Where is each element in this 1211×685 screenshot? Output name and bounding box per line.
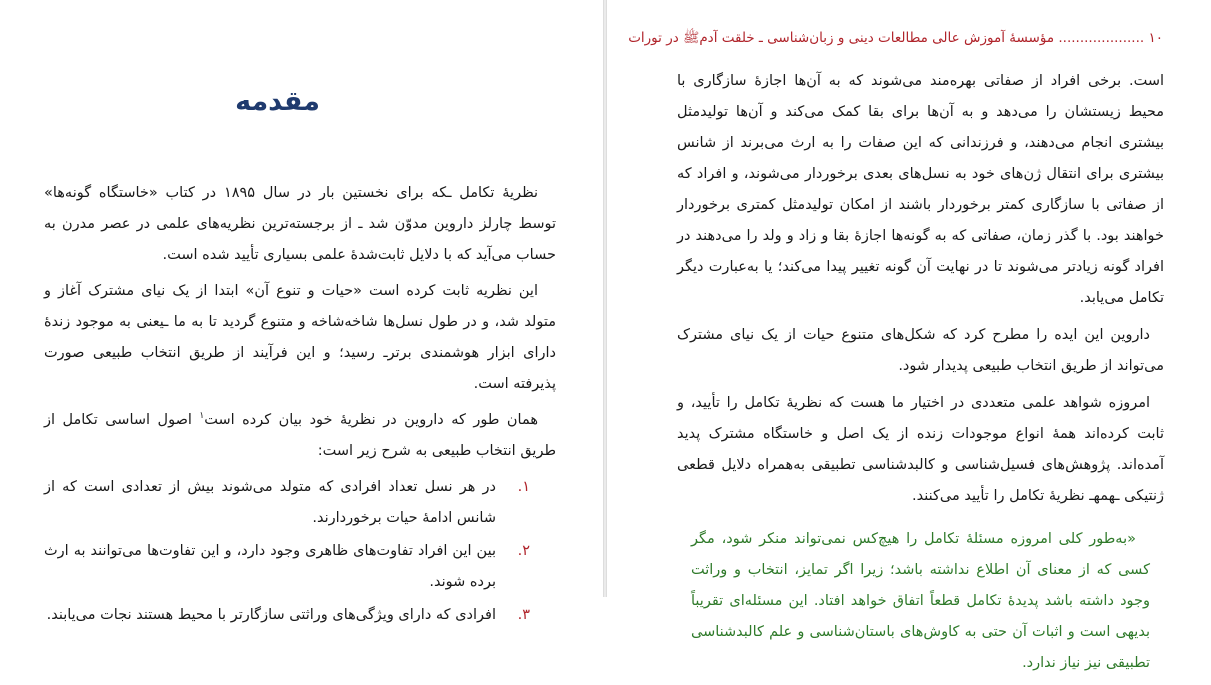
principles-list	[44, 472, 556, 631]
list-item-number: ۳.	[517, 607, 530, 623]
list-item	[44, 600, 556, 631]
body-paragraph-1: است. برخی افراد از صفاتی بهره‌مند می‌شوند که به آن‌ها اجازهٔ سازگاری با محیط زیستشان را می‌دهد و به آن‌ها برای بقا کمک می‌کند و آن‌ها تولیدمثل بیشتری انجام می‌دهند، و فرزندانی که این صفات را به ارث می‌برند از شانس بیشتری برای انتقال ژن‌های خود به نسل‌های بعدی برخوردار می‌شوند، و افراد که از صفاتی با سازگاری کمتر برخوردار باشند از امکان تولیدمثل کمتری برخوردار خواهند بود. با گذر زمان، صفاتی که به گونه‌ها اجازهٔ بقا و زاد و ولد را می‌دهند در افراد گونه زیادتر می‌شوند تا در نهایت آن گونه تغییر پیدا می‌کند؛ یا به‌عبارت دیگر تکامل می‌یابد.	[677, 73, 1164, 306]
left-page-body	[44, 178, 556, 633]
left-page	[0, 0, 603, 623]
list-item-number: ۲.	[517, 543, 530, 559]
running-head	[628, 29, 1163, 49]
list-item-text: افرادی که دارای ویژگی‌های وراثتی سازگارتر با محیط هستند نجات می‌یابند.	[46, 607, 496, 623]
list-item-number: ۱.	[517, 479, 530, 495]
paragraph-3-text-a: همان طور که داروین در نظریهٔ خود بیان کرده است	[204, 412, 538, 428]
list-item	[44, 536, 556, 598]
intro-paragraph-3	[44, 405, 556, 467]
intro-paragraph-1: نظریهٔ تکامل ـکه برای نخستین بار در سال ۱۸۹۵ در کتاب «خاستگاه گونه‌ها» توسط چارلز داروین مدوّن شد ـ از برجسته‌ترین نظریه‌های علمی در عصر مدرن به حساب می‌آید که با دلایل ثابت‌شدهٔ علمی بسیاری تأیید شده است.	[44, 185, 556, 263]
list-item-text: در هر نسل تعداد افرادی که متولد می‌شوند بیش از تعدادی است که از شانس ادامهٔ حیات برخوردارند.	[44, 479, 496, 526]
body-paragraph-2: داروین این ایده را مطرح کرد که شکل‌های متنوع حیات از یک نیای مشترک می‌تواند از طریق انتخاب طبیعی پدیدار شود.	[677, 327, 1164, 374]
right-page-body	[677, 66, 1164, 685]
footnote-marker[interactable]: ۱	[199, 411, 205, 422]
chapter-title: مقدمه	[235, 86, 320, 117]
running-head-title: مؤسسهٔ آموزش عالی مطالعات دینی و زبان‌شناسی ـ خلقت آدمﷺ در تورات	[628, 30, 1055, 46]
page-number: ۱۰	[1148, 30, 1163, 46]
running-head-dots: ....................	[1058, 30, 1145, 46]
list-item	[44, 472, 556, 534]
list-item-text: بین این افراد تفاوت‌های ظاهری وجود دارد، و این تفاوت‌ها می‌توانند به ارث برده شوند.	[44, 543, 496, 590]
body-paragraph-3: امروزه شواهد علمی متعددی در اختیار ما هست که نظریهٔ تکامل را تأیید، و ثابت کرده‌اند همهٔ انواع موجودات زنده از یک اصل و خاستگاه مشترک پدید آمده‌اند. پژوهش‌های فسیل‌شناسی و کالبدشناسی تطبیقی به‌همراه دلایل قطعی ژنتیکی ـهمهـ نظریهٔ تکامل را تأیید می‌کنند.	[677, 395, 1164, 504]
block-quote: «به‌طور کلی امروزه مسئلهٔ تکامل را هیچ‌کس نمی‌تواند منکر شود، مگر کسی که از معنای آن اطلاع نداشته باشد؛ زیرا اگر تمایز، انتخاب و وراثت وجود داشته باشد پدیدهٔ تکامل قطعاً اتفاق خواهد افتاد. این مسئله‌ای تقریباً بدیهی است و اثبات آن حتی به کاوش‌های باستان‌شناسی و علم کالبدشناسی تطبیقی نیز نیاز ندارد.	[691, 531, 1150, 671]
paragraph-3-text-b: اصول اساسی تکامل از طریق انتخاب طبیعی به شرح زیر است:	[44, 412, 556, 459]
right-page	[607, 0, 1211, 671]
intro-paragraph-2: این نظریه ثابت کرده است «حیات و تنوع آن» ابتدا از یک نیای مشترک آغاز و متولد شد، و در طول نسل‌ها شاخه‌شاخه و متنوع گردید تا به ما ـیعنی به موجود زندهٔ دارای ابزار هوشمندی برترـ رسید؛ و این فرآیند از طریق انتخاب طبیعی صورت پذیرفته است.	[44, 283, 556, 392]
